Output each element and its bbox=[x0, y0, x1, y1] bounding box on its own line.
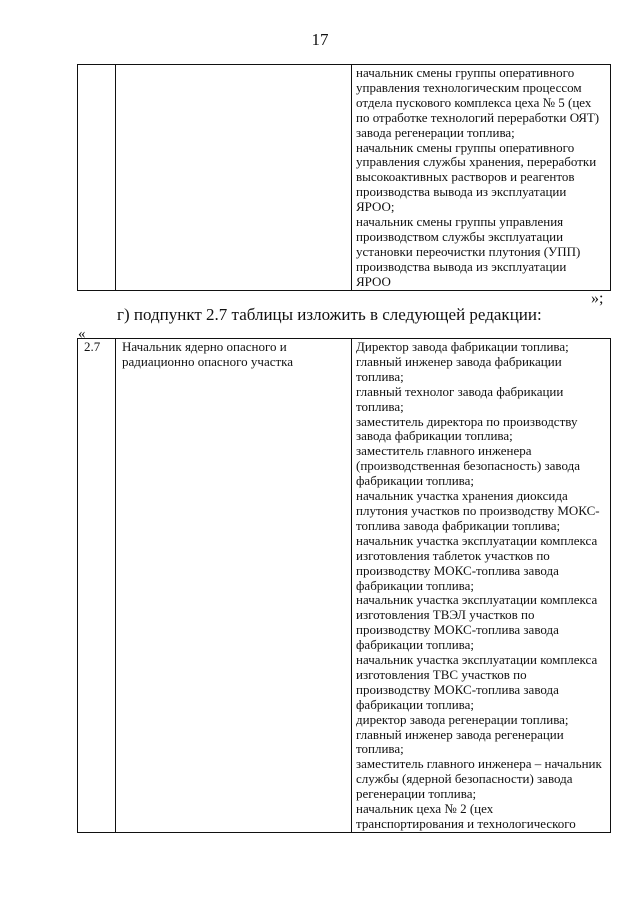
text-line: фабрикации топлива; bbox=[356, 473, 475, 489]
text-line: изготовления ТВС участков по bbox=[356, 666, 527, 682]
positions-cell bbox=[352, 65, 611, 291]
opening-quote: « bbox=[78, 326, 86, 342]
text-line: топлива; bbox=[356, 368, 404, 384]
text-line: начальник смены группы оперативного bbox=[356, 139, 575, 155]
page-number: 17 bbox=[311, 30, 329, 49]
text-line: завода фабрикации топлива; bbox=[356, 428, 513, 444]
amended-table bbox=[77, 338, 611, 833]
text-line: главный технолог завода фабрикации bbox=[356, 383, 564, 399]
table-row bbox=[78, 65, 611, 291]
text-line: производству МОКС-топлива завода bbox=[356, 562, 559, 578]
text-line: начальник смены группы оперативного bbox=[356, 65, 575, 80]
text-line: заместитель директора по производству bbox=[356, 413, 578, 429]
title-line: радиационно опасного участка bbox=[122, 353, 294, 369]
text-line: главный инженер завода фабрикации bbox=[356, 353, 562, 369]
text-line: директор завода регенерации топлива; bbox=[356, 711, 569, 727]
positions-cell bbox=[352, 339, 611, 833]
text-line: Директор завода фабрикации топлива; bbox=[356, 339, 569, 354]
text-line: транспортирования и технологического bbox=[356, 816, 576, 831]
title-cell bbox=[116, 65, 352, 291]
text-line: топлива; bbox=[356, 398, 404, 414]
text-line: установки переочистки плутония (УПП) bbox=[356, 243, 581, 259]
item-title-cell bbox=[116, 339, 352, 833]
text-line: производством службы эксплуатации bbox=[356, 228, 564, 244]
text-line: плутония участков по производству МОКС- bbox=[356, 502, 600, 518]
amendment-instruction: г) подпункт 2.7 таблицы изложить в следующей редакции: bbox=[117, 305, 542, 324]
text-line: начальник участка эксплуатации комплекса bbox=[356, 652, 598, 668]
continued-table bbox=[77, 64, 611, 291]
closing-quote: »; bbox=[591, 290, 604, 307]
text-line: ЯРОО bbox=[356, 273, 391, 289]
text-line: управления службы хранения, переработки bbox=[356, 154, 597, 170]
text-line: фабрикации топлива; bbox=[356, 577, 475, 593]
text-line: высокоактивных растворов и реагентов bbox=[356, 169, 575, 185]
text-line: фабрикации топлива; bbox=[356, 637, 475, 653]
table-row bbox=[78, 339, 611, 833]
item-number: 2.7 bbox=[78, 339, 116, 833]
text-line: топлива; bbox=[356, 741, 404, 757]
text-line: заместитель главного инженера – начальник bbox=[356, 756, 602, 772]
text-line: начальник участка хранения диоксида bbox=[356, 488, 568, 504]
text-line: производства вывода из эксплуатации bbox=[356, 258, 567, 274]
text-line: завода регенерации топлива; bbox=[356, 124, 515, 140]
text-line: отдела пускового комплекса цеха № 5 (цех bbox=[356, 94, 592, 110]
text-line: службы (ядерной безопасности) завода bbox=[356, 771, 573, 787]
text-line: главный инженер завода регенерации bbox=[356, 726, 564, 742]
text-line: изготовления ТВЭЛ участков по bbox=[356, 607, 535, 623]
text-line: изготовления таблеток участков по bbox=[356, 547, 550, 563]
text-line: по отработке технологий переработки ОЯТ) bbox=[356, 109, 600, 125]
text-line: регенерации топлива; bbox=[356, 786, 477, 802]
text-line: фабрикации топлива; bbox=[356, 696, 475, 712]
text-line: производству МОКС-топлива завода bbox=[356, 622, 559, 638]
text-line: ЯРОО; bbox=[356, 199, 395, 215]
text-line: (производственная безопасность) завода bbox=[356, 458, 580, 474]
text-line: начальник участка эксплуатации комплекса bbox=[356, 532, 598, 548]
text-line: начальник смены группы управления bbox=[356, 214, 564, 230]
number-cell bbox=[78, 65, 116, 291]
title-line: Начальник ядерно опасного и bbox=[122, 339, 287, 354]
text-line: топлива завода фабрикации топлива; bbox=[356, 517, 561, 533]
text-line: производства вывода из эксплуатации bbox=[356, 184, 567, 200]
text-line: начальник цеха № 2 (цех bbox=[356, 801, 494, 817]
text-line: заместитель главного инженера bbox=[356, 443, 532, 459]
text-line: начальник участка эксплуатации комплекса bbox=[356, 592, 598, 608]
text-line: управления технологическим процессом bbox=[356, 79, 582, 95]
text-line: производству МОКС-топлива завода bbox=[356, 681, 559, 697]
